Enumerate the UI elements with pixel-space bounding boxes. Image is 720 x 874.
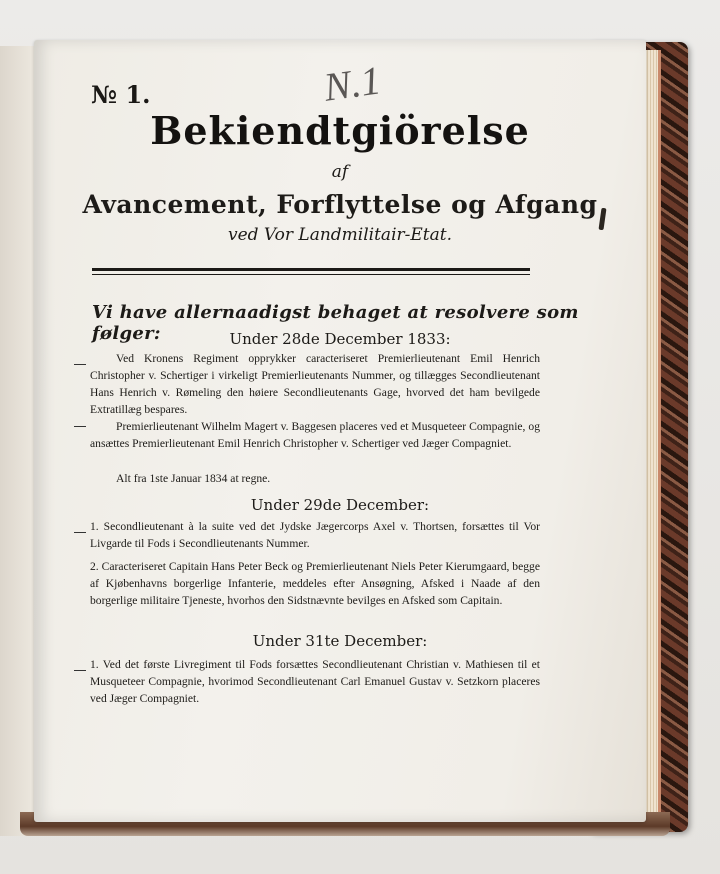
document-subtitle-2: ved Vor Landmilitair-Etat. — [227, 225, 452, 245]
section-date: Under 28de December 1833: — [229, 330, 451, 348]
title-rule-thin — [92, 274, 530, 275]
section-paragraph: 2. Caracteriseret Capitain Hans Peter Beck og Premierlieutenant Niels Peter Kierumgaard, begge af Kjøbenhavns borgerlige Infanterie, meddeles efter Ansøgning, Afsked i Naade af den borgerlige militaire Tjeneste, hvorhos den Sidstnævnte bevilges en Afsked som Capitain. — [90, 560, 540, 607]
section-paragraph: 1. Ved det første Livregiment til Fods forsættes Secondlieutenant Christian v. Mathiesen til et Musqueteer Compagnie, hvorimod Secondlieutenant Carl Emanuel Gustav v. Setzkorn placeres ved Jæger Compagniet. — [90, 656, 540, 707]
margin-mark — [74, 532, 86, 533]
document-title: Bekiendtgiörelse — [150, 108, 530, 153]
document-number: № 1. — [91, 80, 151, 109]
title-af: af — [331, 162, 349, 182]
section-date: Under 29de December: — [250, 496, 430, 514]
margin-mark — [74, 670, 86, 671]
margin-mark — [74, 426, 86, 427]
intro-line: Vi have allernaadigst behaget at resolvere som følger: — [92, 302, 579, 344]
title-rule-thick — [92, 268, 530, 271]
document-page — [34, 40, 646, 822]
margin-mark — [74, 364, 86, 365]
section-paragraph: 1. Secondlieutenant à la suite ved det Jydske Jægercorps Axel v. Thortsen, forsættes til Vor Livgarde til Fods i Secondlieutenants Nummer. — [90, 518, 540, 552]
section-paragraph: Premierlieutenant Wilhelm Magert v. Baggesen placeres ved et Musqueteer Compagnie, og ansættes Premierlieutenant Emil Henrich Christopher v. Schertiger ved Jæger Compagniet. — [90, 418, 540, 452]
document-subtitle: Avancement, Forflyttelse og Afgang — [82, 190, 598, 219]
section-paragraph: Alt fra 1ste Januar 1834 at regne. — [116, 472, 271, 485]
section-date: Under 31te December: — [252, 632, 428, 650]
handwritten-note: N.1 — [321, 57, 384, 110]
section-paragraph: Ved Kronens Regiment opprykker caracteriseret Premierlieutenant Emil Henrich Christopher v. Schertiger i virkeligt Premierlieutenants Nummer, og tillægges Secondlieutenant Hans Henrich v. Rømeling den høiere Secondlieutenants Gage, hvorved det ham bevilgede Extratillæg bespares. — [90, 350, 540, 418]
